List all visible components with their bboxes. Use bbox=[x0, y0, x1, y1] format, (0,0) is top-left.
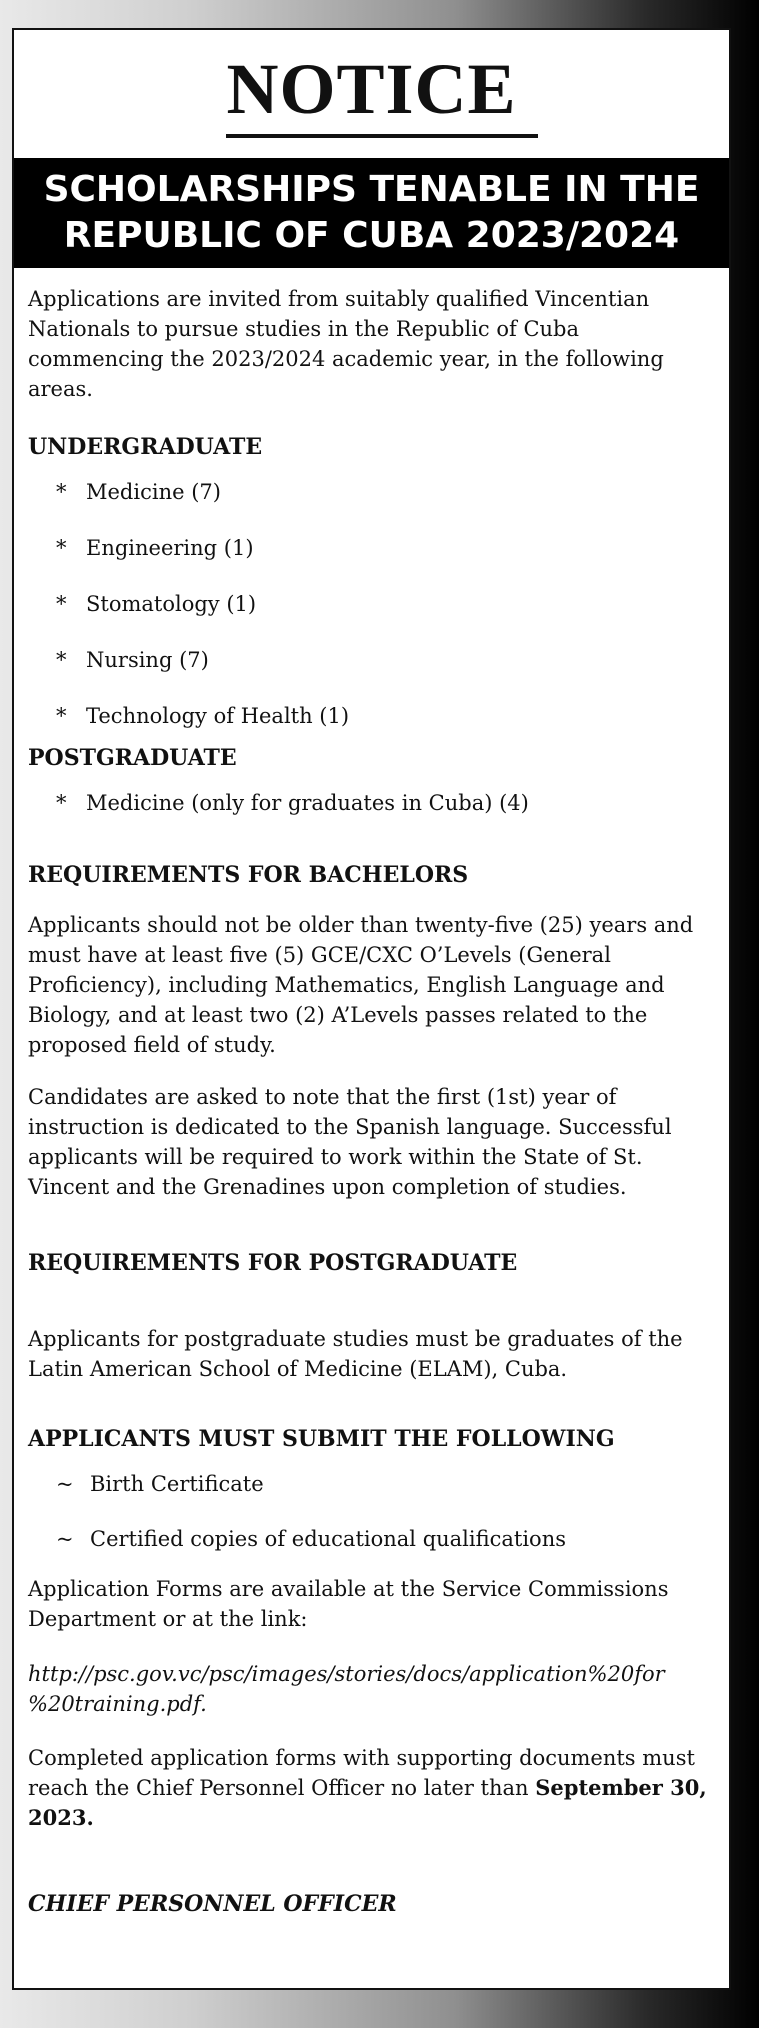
list-item: ~ Certified copies of educational qualifications bbox=[28, 1524, 718, 1554]
page-title: NOTICE bbox=[226, 49, 517, 129]
list-item: ~ Birth Certificate bbox=[28, 1469, 718, 1499]
bachelors-paragraph-2: Candidates are asked to note that the first (1st) year of instruction is dedicated to the Spanish language. Successful applicants will be required to work within the State of St. Vincent and the Grenadines upon completion of studies. bbox=[28, 1085, 672, 1199]
notice-body bbox=[28, 284, 718, 1919]
asterisk-bullet: * bbox=[56, 536, 67, 560]
undergraduate-list bbox=[28, 477, 718, 731]
tilde-bullet: ~ bbox=[56, 1527, 74, 1551]
list-item: * Medicine (only for graduates in Cuba) (4) bbox=[28, 788, 718, 818]
asterisk-bullet: * bbox=[56, 791, 67, 815]
list-item: * Engineering (1) bbox=[28, 533, 718, 563]
banner-line-2: REPUBLIC OF CUBA 2023/2024 bbox=[63, 215, 680, 256]
asterisk-bullet: * bbox=[56, 648, 67, 672]
postgraduate-list bbox=[28, 788, 718, 818]
bachelors-paragraph-1: Applicants should not be older than twenty-five (25) years and must have at least five (5) GCE/CXC O’Levels (General Proficiency), including Mathematics, English Language and Biology, and at least two (2) A’Levels passes related to the proposed field of study. bbox=[28, 913, 694, 1057]
intro-paragraph: Applications are invited from suitably qualified Vincentian Nationals to pursue studies in the Republic of Cuba commencing the 2023/2024 academic year, in the following areas. bbox=[28, 287, 664, 401]
asterisk-bullet: * bbox=[56, 480, 67, 504]
deadline-paragraph: Completed application forms with supporting documents must reach the Chief Personnel Officer no later than September 30, 2023. bbox=[28, 1746, 707, 1830]
scholarship-banner bbox=[14, 158, 729, 268]
postgraduate-heading: POSTGRADUATE bbox=[28, 745, 237, 771]
asterisk-bullet: * bbox=[56, 704, 67, 728]
submit-heading: APPLICANTS MUST SUBMIT THE FOLLOWING bbox=[28, 1426, 615, 1452]
forms-paragraph: Application Forms are available at the Service Commissions Department or at the link: bbox=[28, 1577, 669, 1631]
list-item: * Stomatology (1) bbox=[28, 589, 718, 619]
postgraduate-requirements-heading: REQUIREMENTS FOR POSTGRADUATE bbox=[28, 1250, 518, 1276]
tilde-bullet: ~ bbox=[56, 1472, 74, 1496]
signature: CHIEF PERSONNEL OFFICER bbox=[28, 1891, 397, 1917]
notice-panel bbox=[12, 28, 731, 1990]
submit-list bbox=[28, 1469, 718, 1554]
list-item: * Technology of Health (1) bbox=[28, 701, 718, 731]
banner-line-1: SCHOLARSHIPS TENABLE IN THE bbox=[43, 169, 700, 210]
application-form-link[interactable]: http://psc.gov.vc/psc/images/stories/docs/application%20for %20training.pdf. bbox=[28, 1662, 665, 1716]
undergraduate-heading: UNDERGRADUATE bbox=[28, 434, 263, 460]
list-item: * Medicine (7) bbox=[28, 477, 718, 507]
title-underline bbox=[226, 134, 538, 138]
deadline-date: September 30, 2023. bbox=[28, 1775, 707, 1830]
asterisk-bullet: * bbox=[56, 592, 67, 616]
postgraduate-requirements-paragraph: Applicants for postgraduate studies must be graduates of the Latin American School of Medicine (ELAM), Cuba. bbox=[28, 1327, 683, 1381]
bachelors-requirements-heading: REQUIREMENTS FOR BACHELORS bbox=[28, 862, 469, 888]
list-item: * Nursing (7) bbox=[28, 645, 718, 675]
